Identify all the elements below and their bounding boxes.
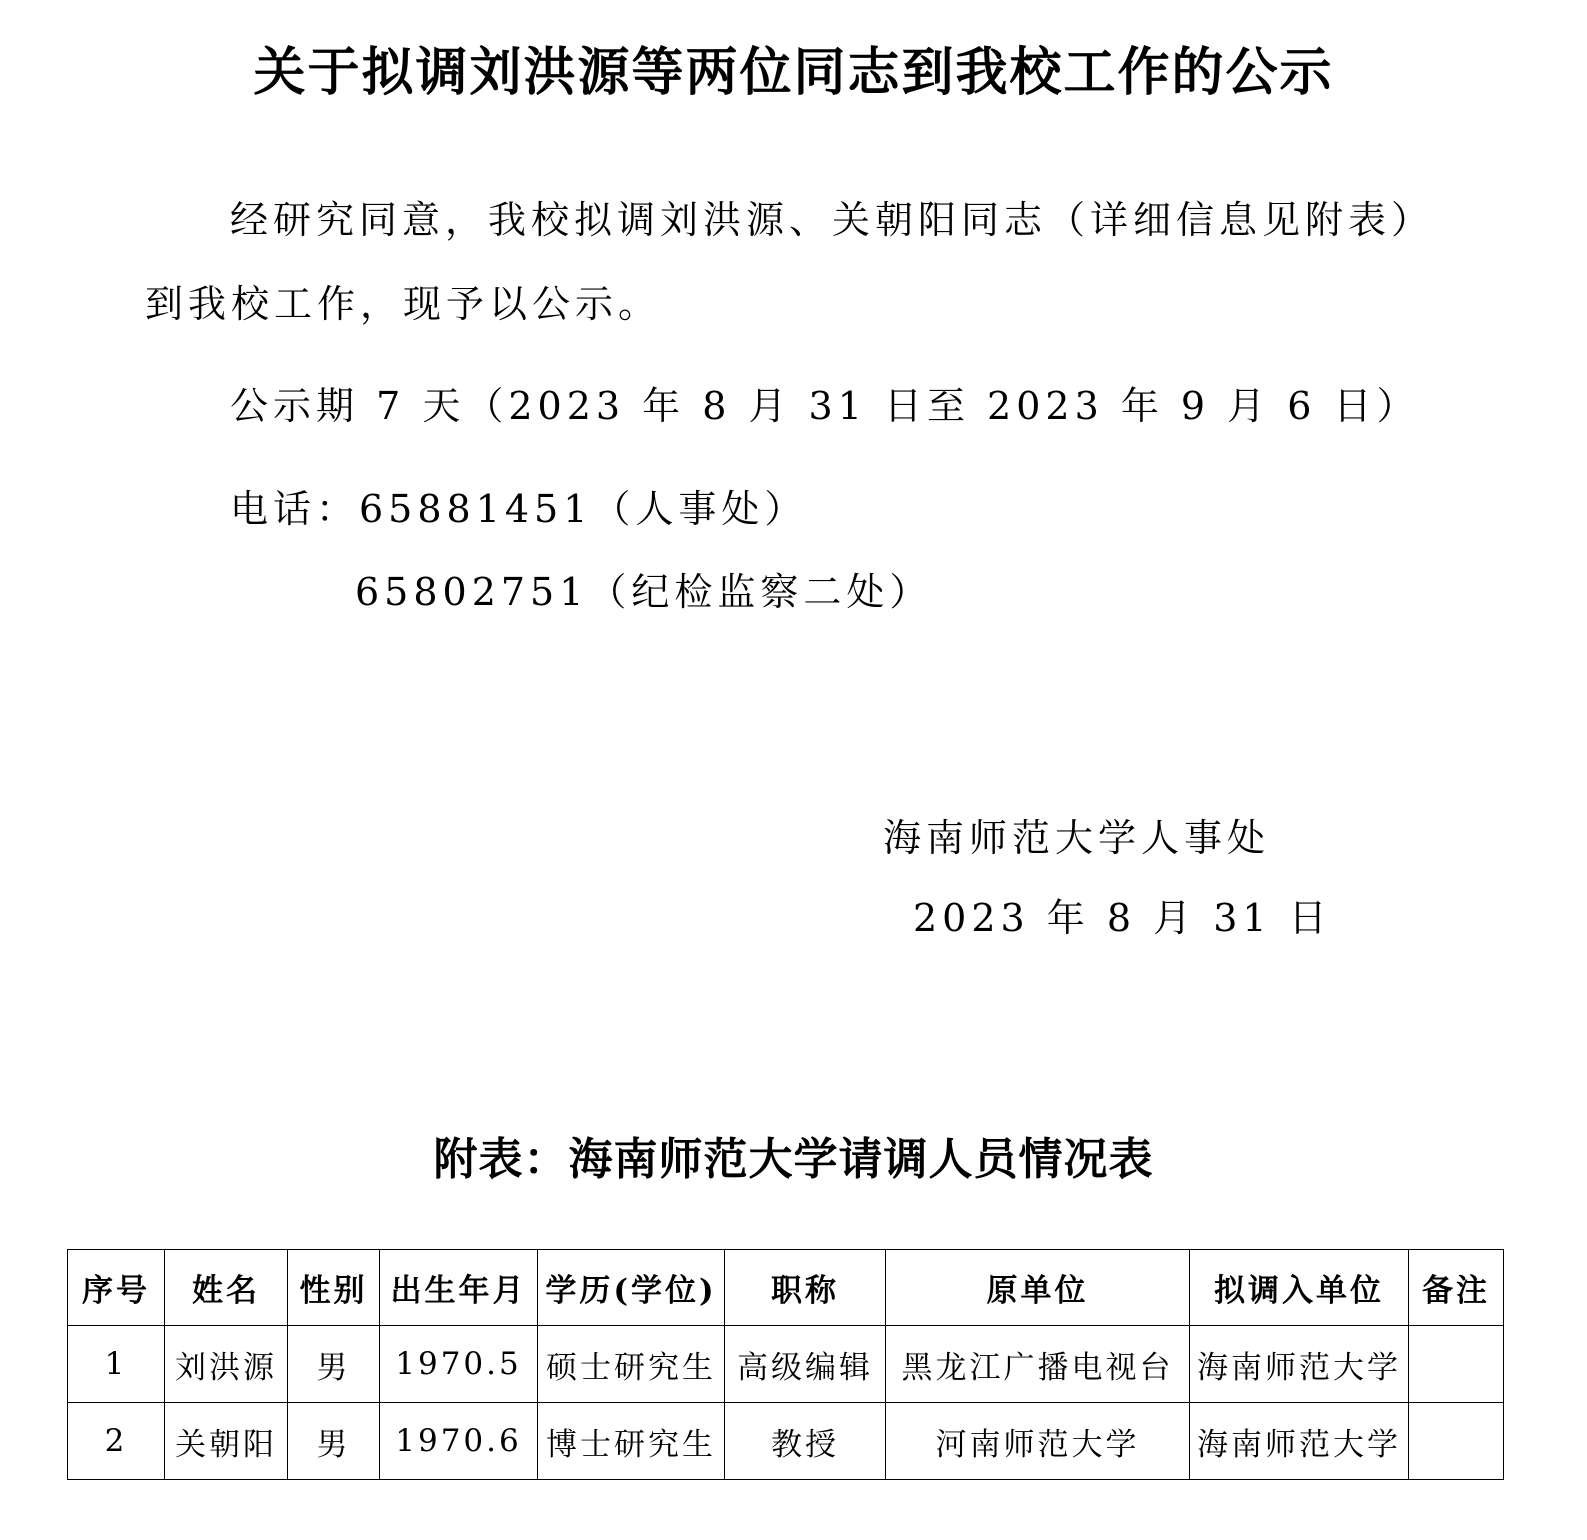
transfer-staff-table [67, 1249, 1504, 1480]
cell-index: 2 [68, 1403, 165, 1480]
cell-remarks [1409, 1326, 1504, 1403]
cell-gender: 男 [288, 1326, 380, 1403]
appendix-title: 附表：海南师范大学请调人员情况表 [433, 1134, 1154, 1185]
cell-name: 关朝阳 [165, 1403, 288, 1480]
cell-birth: 1970.6 [380, 1403, 538, 1480]
cell-gender: 男 [288, 1403, 380, 1480]
cell-original-unit: 黑龙江广播电视台 [886, 1326, 1190, 1403]
header-gender: 性别 [288, 1250, 380, 1326]
header-remarks: 备注 [1409, 1250, 1504, 1326]
header-target-unit: 拟调入单位 [1190, 1250, 1409, 1326]
signature-organization: 海南师范大学人事处 [883, 816, 1271, 860]
cell-birth: 1970.5 [380, 1326, 538, 1403]
header-original-unit: 原单位 [886, 1250, 1190, 1326]
header-index: 序号 [68, 1250, 165, 1326]
table-header-row [68, 1250, 1504, 1326]
cell-title: 教授 [725, 1403, 886, 1480]
table-row [68, 1403, 1504, 1480]
notice-paragraph-line-2: 到我校工作，现予以公示。 [145, 282, 662, 326]
contact-phone-hr: 电话：65881451（人事处） [230, 487, 808, 531]
header-birth: 出生年月 [380, 1250, 538, 1326]
header-education: 学历(学位) [538, 1250, 725, 1326]
cell-name: 刘洪源 [165, 1326, 288, 1403]
contact-phone-discipline: 65802751（纪检监察二处） [355, 570, 933, 614]
cell-index: 1 [68, 1326, 165, 1403]
notice-title: 关于拟调刘洪源等两位同志到我校工作的公示 [253, 42, 1334, 103]
notice-paragraph-line-1: 经研究同意，我校拟调刘洪源、关朝阳同志（详细信息见附表） [230, 198, 1435, 242]
cell-title: 高级编辑 [725, 1326, 886, 1403]
cell-target-unit: 海南师范大学 [1190, 1403, 1409, 1480]
cell-education: 博士研究生 [538, 1403, 725, 1480]
publicity-period: 公示期 7 天（2023 年 8 月 31 日至 2023 年 9 月 6 日） [230, 384, 1420, 428]
header-name: 姓名 [165, 1250, 288, 1326]
cell-target-unit: 海南师范大学 [1190, 1326, 1409, 1403]
cell-remarks [1409, 1403, 1504, 1480]
header-title: 职称 [725, 1250, 886, 1326]
table-row [68, 1326, 1504, 1403]
cell-original-unit: 河南师范大学 [886, 1403, 1190, 1480]
cell-education: 硕士研究生 [538, 1326, 725, 1403]
signature-date: 2023 年 8 月 31 日 [913, 896, 1332, 940]
